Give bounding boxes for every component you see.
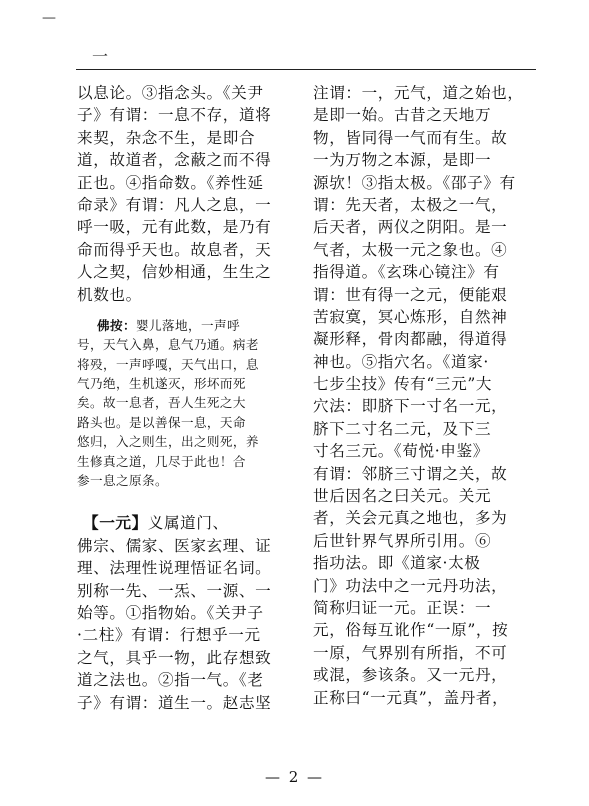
text-line: 寸名三元。《荀悦·申鉴》: [313, 442, 489, 461]
note-label: 佛按：: [97, 317, 136, 333]
note-first-line: [77, 316, 299, 335]
text-line: 注谓：一，元气，道之始也，: [313, 84, 524, 102]
note-line: 路头也。是以善保一息，天命: [77, 414, 246, 430]
text-line: 神也。⑤指穴名。《道家·: [313, 352, 489, 371]
text-line: 脐下二寸名二元，及下三: [313, 419, 492, 438]
entry-term: 【一元】: [83, 513, 148, 533]
text-line: 来契，杂念不生，是即合: [77, 128, 256, 147]
entry-line: 别称一先、一炁、一源、一: [77, 581, 272, 600]
entry-line: 理、法理性说理悟证名词。: [77, 559, 272, 578]
text-line: 命录》有谓：凡人之息，一: [77, 195, 272, 214]
text-line: 正也。④指命数。《养性延: [77, 173, 264, 192]
text-line: 以息论。③指念头。《关尹: [77, 84, 264, 102]
note-line: 悠归，入之则生，出之则死，养: [77, 434, 259, 450]
entry-first-text: 义属道门、: [147, 514, 229, 533]
page-number: — 2 —: [264, 768, 325, 786]
text-line: 门》功法中之一元丹功法，: [313, 576, 508, 595]
text-line: 凝形释，骨肉都融，得道得: [313, 330, 508, 349]
corner-mark: —: [42, 10, 56, 26]
note-line: 矣。故一息者，吾人生死之大: [77, 395, 246, 411]
note-line: 气乃绝，生机遂灭，形坏而死: [77, 376, 246, 392]
text-line: 世后因名之曰关元。关元: [313, 487, 492, 506]
text-line: 命而得乎天也。故息者，天: [77, 240, 272, 259]
text-line: 简称归证一元。正误：一: [313, 598, 492, 617]
left-column: [77, 82, 299, 714]
entry-line: 始等。①指物始。《关尹子: [77, 603, 264, 622]
text-line: 一为万物之本源，是即一: [313, 151, 492, 170]
text-line: 呼一吸，元有此数，是乃有: [77, 218, 272, 237]
note-line: 参一息之原条。: [77, 473, 168, 489]
text-line: 指得道。《玄珠心镜注》有: [313, 263, 500, 282]
dictionary-entry: [77, 512, 299, 714]
text-line: 谓：世有得一之元，便能艰: [313, 285, 508, 304]
text-line: 是即一始。古昔之天地万: [313, 106, 492, 125]
text-line: 子》有谓：一息不存，道将: [77, 106, 272, 125]
text-line: 穴法：即脐下一寸名一元，: [313, 397, 508, 416]
top-rule: [76, 69, 536, 70]
text-line: 有谓：邻脐三寸谓之关，故: [313, 464, 508, 483]
entry-line: 佛宗、儒家、医家玄理、证: [77, 536, 272, 555]
note-line: 号，天气入鼻，息气乃通。病老: [77, 337, 259, 353]
author-note: [77, 316, 299, 491]
text-line: 苦寂寞，冥心炼形，自然神: [313, 307, 508, 326]
entry-line: ·二柱》有谓：行想乎一元: [77, 626, 261, 645]
text-line: 谓：先天者，太极之一气，: [313, 195, 508, 214]
header-mark: 一: [92, 47, 109, 66]
text-line: 正称曰“一元真”，盖丹者，: [313, 688, 509, 707]
entry-line: 之气，具乎一物，此存想致: [77, 648, 272, 667]
note-first-text: 婴儿落地，一声呼: [135, 317, 240, 333]
text-line: 指功法。即《道家·太极: [313, 554, 481, 573]
text-line: 气者，太极一元之象也。④: [313, 240, 508, 259]
text-line: 或混，参该条。又一元丹，: [313, 666, 508, 685]
right-column: [313, 82, 535, 709]
text-line: 后世针界气界所引用。⑥: [313, 531, 492, 550]
note-line: 将殁，一声呼嘎，天气出口，息: [77, 356, 259, 372]
left-main-text: [77, 82, 299, 306]
entry-line: 道之法也。②指一气。《老: [77, 671, 264, 690]
text-line: 后天者，两仪之阴阳。是一: [313, 218, 508, 237]
text-line: 物，皆同得一气而有生。故: [313, 128, 508, 147]
text-line: 者，关会元真之地也，多为: [313, 509, 508, 528]
text-line: 元，俗每互讹作“一原”，按: [313, 621, 509, 640]
entry-line: 子》有谓：道生一。赵志坚: [77, 693, 272, 712]
entry-first-line: [77, 512, 299, 534]
note-line: 生修真之道，几尽于此也！合: [77, 453, 246, 469]
text-line: 七步尘技》传有“三元”大: [313, 375, 493, 394]
text-line: 机数也。: [77, 285, 142, 304]
text-line: 道，故道者，念蔽之而不得: [77, 151, 272, 170]
text-line: 源欤！③指太极。《邵子》有: [313, 173, 516, 192]
text-line: 人之契，信妙相通，生生之: [77, 263, 272, 282]
text-line: 一原，气界别有所指，不可: [313, 643, 508, 662]
